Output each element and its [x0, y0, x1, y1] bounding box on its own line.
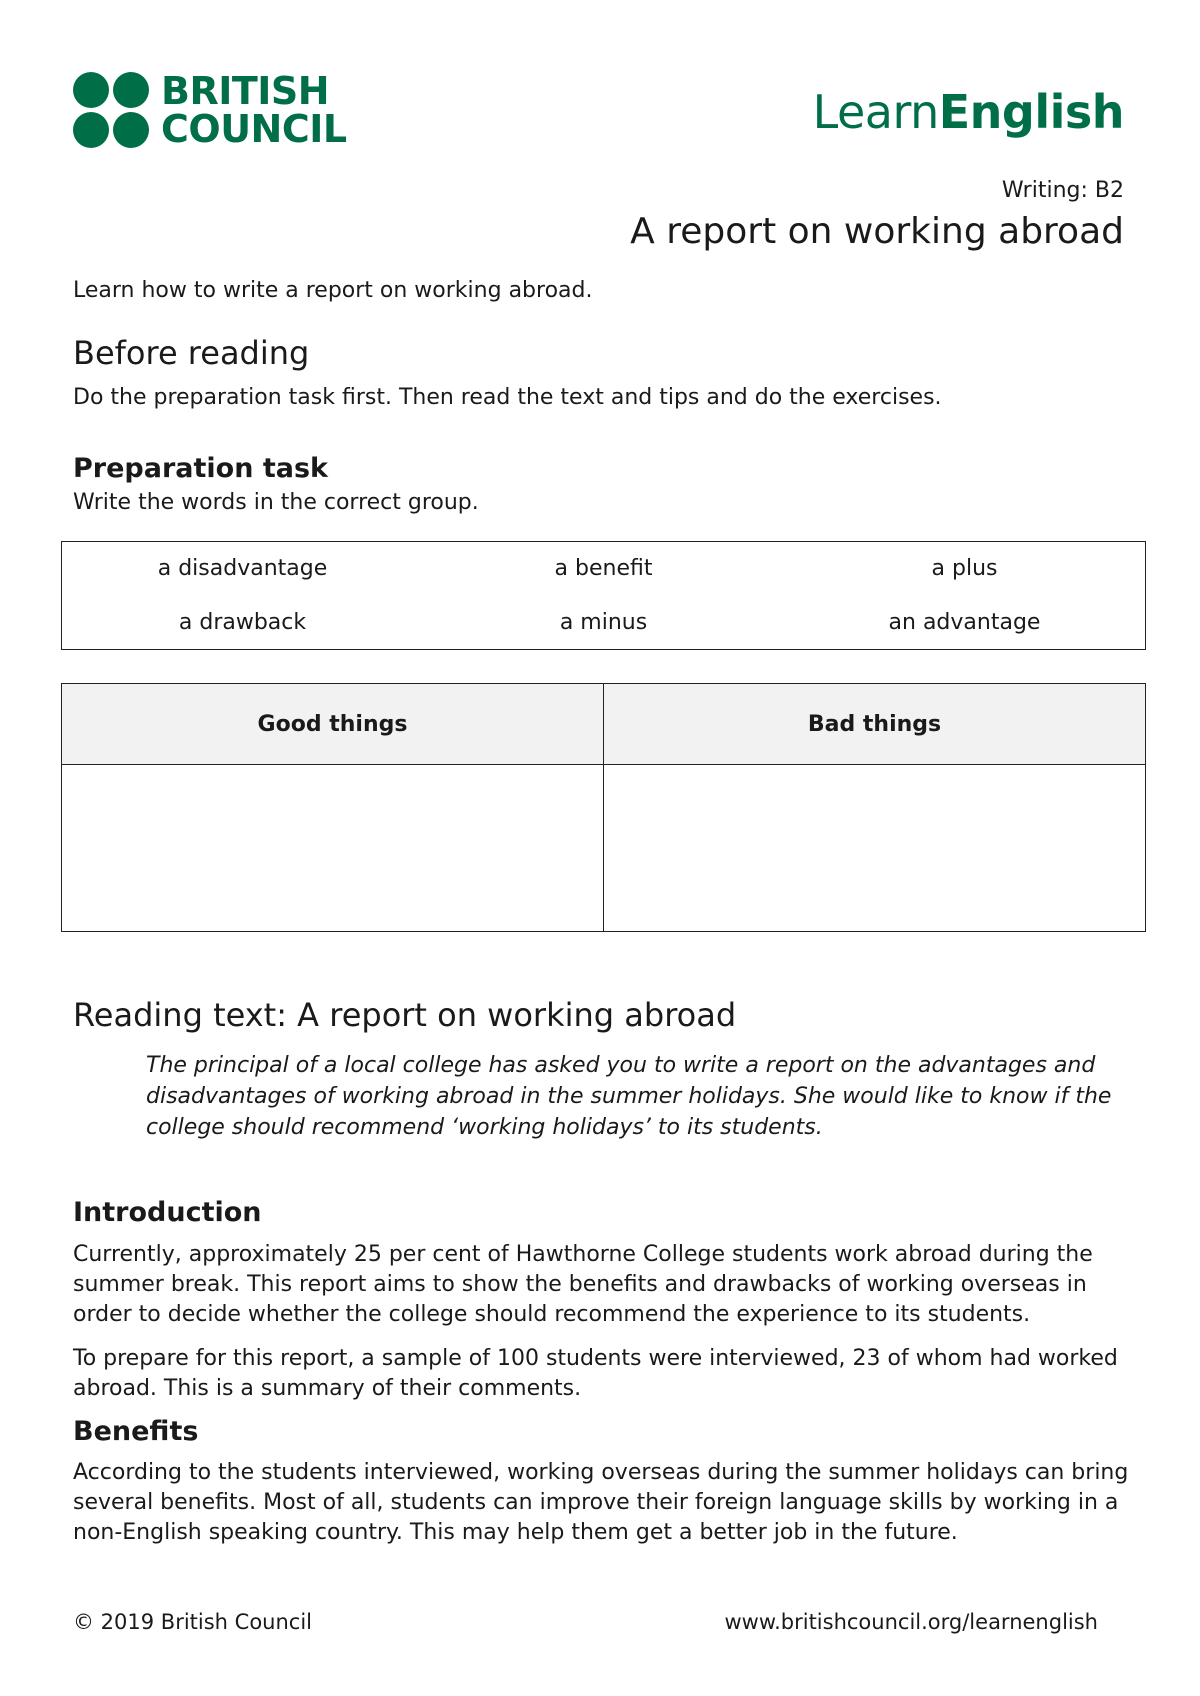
- benefits-paragraph: According to the students interviewed, working overseas during the summer holidays can bring several benefits. Most of all, students can improve their foreign language skills by working in a non-English speaking country. This may help them get a better job in the future.: [73, 1460, 1129, 1545]
- bad-things-header: Bad things: [604, 684, 1146, 765]
- word-item: a benefit: [554, 556, 653, 582]
- reading-heading: Reading text: A report on working abroad: [73, 996, 737, 1034]
- page-title: A report on working abroad: [630, 211, 1124, 252]
- word-item: a plus: [931, 556, 998, 582]
- learnenglish-logo-bold: English: [938, 85, 1124, 139]
- level-label: Writing: B2: [1001, 178, 1124, 203]
- introduction-paragraph-2: To prepare for this report, a sample of 100 students were interviewed, 23 of whom had worked abroad. This is a summary of their comments.: [73, 1346, 1118, 1401]
- introduction-paragraph-1: Currently, approximately 25 per cent of Hawthorne College students work abroad during the summer break. This report aims to show the benefits and drawbacks of working overseas in order to decide whether the college should recommend the experience to its students.: [73, 1242, 1093, 1327]
- british-council-wordmark: BRITISH COUNCIL: [161, 69, 347, 151]
- task-brief: The principal of a local college has asked you to write a report on the advantages and disadvantages of working abroad in the summer holidays. She would like to know if the college should recommend ‘working holidays’ to its students.: [146, 1053, 1112, 1140]
- word-box: [61, 541, 1146, 650]
- before-reading-heading: Before reading: [73, 334, 310, 372]
- word-item: an advantage: [888, 609, 1041, 635]
- british-council-logo: [73, 69, 347, 151]
- before-reading-text: Do the preparation task first. Then read the text and tips and do the exercises.: [73, 385, 942, 410]
- british-council-dots-icon: [73, 72, 149, 148]
- word-item: a minus: [559, 609, 648, 635]
- table-answer-row: [62, 765, 1146, 932]
- learnenglish-logo: [813, 84, 1124, 140]
- learnenglish-logo-light: Learn: [812, 85, 939, 139]
- preparation-heading: Preparation task: [73, 453, 328, 484]
- footer-url[interactable]: www.britishcouncil.org/learnenglish: [724, 1610, 1098, 1634]
- bad-things-cell[interactable]: [604, 765, 1146, 932]
- footer-copyright: © 2019 British Council: [73, 1610, 313, 1634]
- preparation-instruction: Write the words in the correct group.: [73, 490, 479, 515]
- table-header-row: [62, 684, 1146, 765]
- good-things-cell[interactable]: [62, 765, 604, 932]
- good-bad-table: [61, 683, 1146, 932]
- benefits-heading: Benefits: [73, 1416, 199, 1447]
- word-item: a disadvantage: [157, 556, 328, 582]
- intro-text: Learn how to write a report on working abroad.: [73, 278, 593, 303]
- good-things-header: Good things: [62, 684, 604, 765]
- word-item: a drawback: [178, 609, 307, 635]
- introduction-heading: Introduction: [73, 1197, 262, 1228]
